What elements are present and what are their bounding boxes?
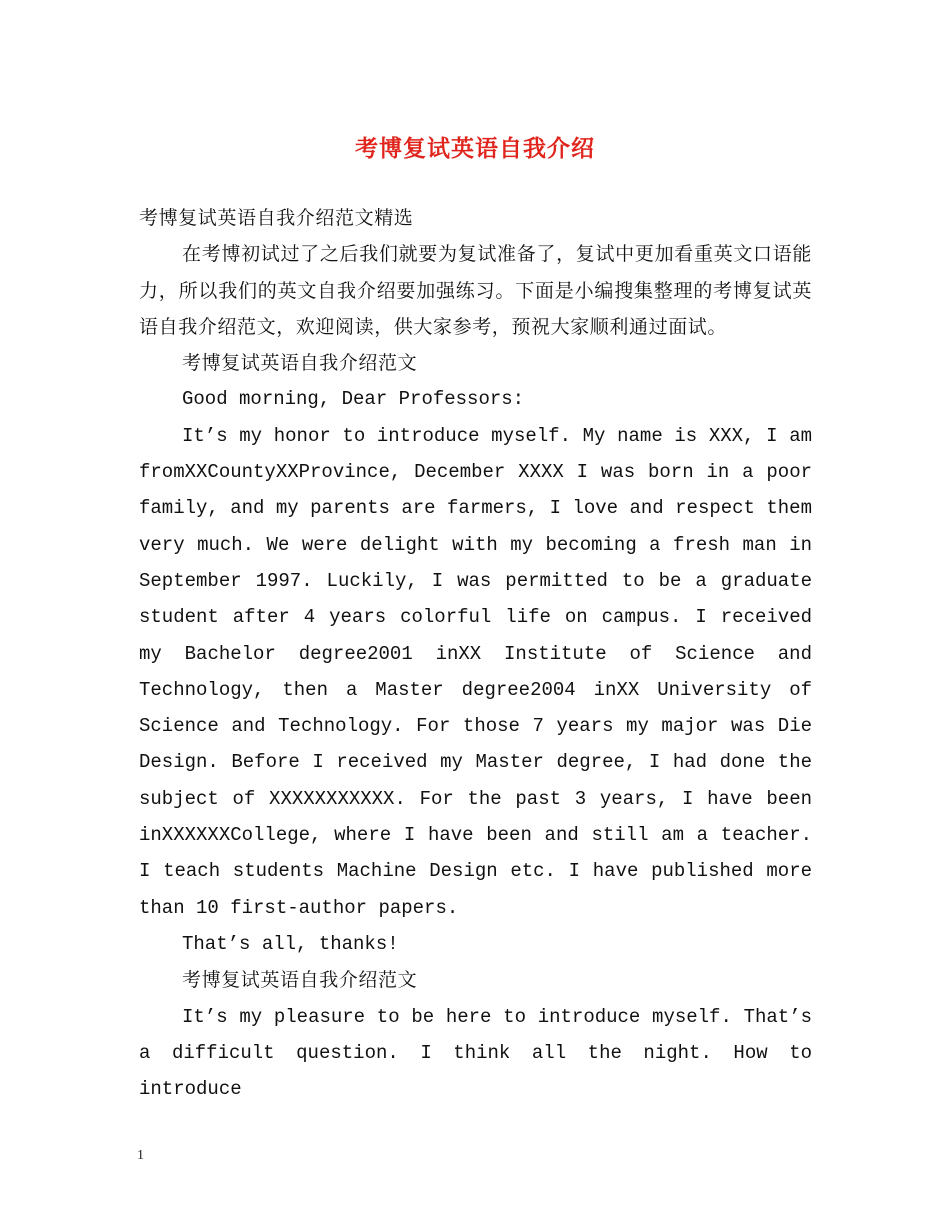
closing-line: That’s all, thanks! xyxy=(182,932,399,955)
section-heading: 考博复试英语自我介绍范文 xyxy=(182,969,418,992)
body-paragraph: It’s my pleasure to be here to introduce myself. That’s a difficult question. I think all the night. How to introduce xyxy=(139,1005,812,1101)
document-body xyxy=(139,200,812,1107)
greeting-line: Good morning, Dear Professors: xyxy=(182,388,525,411)
intro-paragraph: 在考博初试过了之后我们就要为复试准备了，复试中更加看重英文口语能力，所以我们的英文自我介绍要加强练习。下面是小编搜集整理的考博复试英语自我介绍范文，欢迎阅读，供大家参考，预祝大家顺利通过面试。 xyxy=(139,243,812,338)
document-title: 考博复试英语自我介绍 xyxy=(355,136,595,162)
body-paragraph: It’s my honor to introduce myself. My name is XXX, I am fromXXCountyXXProvince, December XXXX I was born in a poor family, and my parents are farmers, I love and respect them very much. We were delight with my becoming a fresh man in September 1997. Luckily, I was permitted to be a graduate student after 4 years colorful life on campus. I received my Bachelor degree2001 inXX Institute of Science and Technology, then a Master degree2004 inXX University of Science and Technology. For those 7 years my major was Die Design. Before I received my Master degree, I had done the subject of XXXXXXXXXXX. For the past 3 years, I have been inXXXXXXCollege, where I have been and still am a teacher. I teach students Machine Design etc. I have published more than 10 first-author papers. xyxy=(139,424,812,919)
page-number: 1 xyxy=(137,1148,144,1163)
subtitle: 考博复试英语自我介绍范文精选 xyxy=(139,207,414,229)
section-heading: 考博复试英语自我介绍范文 xyxy=(182,352,418,375)
